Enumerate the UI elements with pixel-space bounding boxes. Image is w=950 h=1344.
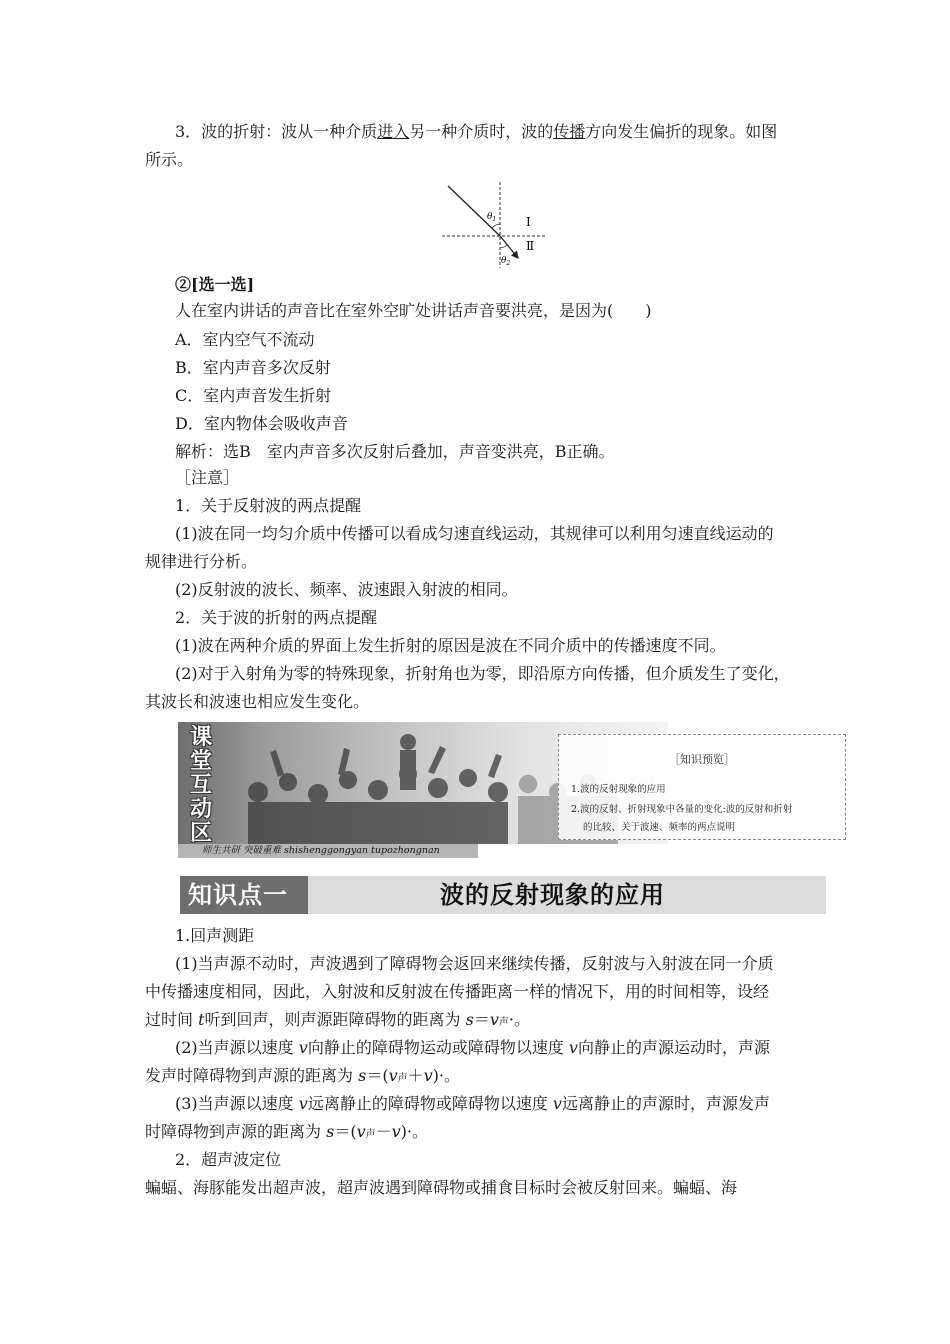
notes-item-2: (2)反射波的波长、频率、波速跟入射波的相同。: [175, 580, 518, 599]
notes-item-4b: 其波长和波速也相应发生变化。: [145, 692, 370, 711]
knowledge-preview-item: 2.波的反射、折射现象中各量的变化:波的反射和折射: [571, 804, 793, 815]
notes-header: ［注意］: [175, 468, 240, 487]
section-tag: 知识点一: [180, 876, 308, 914]
quiz-header: ②[选一选]: [175, 275, 255, 294]
banner-title-char: 课: [189, 725, 212, 750]
refracted-ray: [500, 236, 518, 258]
ultrasonic-heading: 2．超声波定位: [175, 1150, 282, 1169]
quiz-option-a: A．室内空气不流动: [175, 330, 315, 349]
banner-title-char: 互: [189, 773, 212, 798]
classroom-interaction-banner: [178, 722, 846, 858]
notes-item-1b: 规律进行分析。: [145, 552, 258, 571]
echo-ranging-heading: 1.回声测距: [175, 926, 255, 945]
theta2-label: $\theta_2$: [501, 256, 511, 267]
notes-item-3: (1)波在两种介质的界面上发生折射的原因是波在不同介质中的传播速度不同。: [175, 636, 726, 655]
medium-ii-label: Ⅱ: [526, 239, 535, 253]
section-title: 波的反射现象的应用: [440, 881, 665, 909]
echo-ranging-p1-line1: (1)当声源不动时，声波遇到了障碍物会返回来继续传播，反射波与入射波在同一介质: [175, 954, 774, 973]
medium-i-label: Ⅰ: [526, 215, 531, 229]
knowledge-preview-title: ［知识预览］: [669, 753, 735, 766]
notes-item-1a: (1)波在同一均匀介质中传播可以看成匀速直线运动，其规律可以利用匀速直线运动的: [175, 524, 774, 543]
banner-title-char: 堂: [189, 749, 212, 774]
quiz-option-b: B．室内声音多次反射: [175, 358, 331, 377]
echo-ranging-p2-line2: 发声时障碍物到声源的距离为 s＝(v声＋v)·。: [145, 1066, 461, 1085]
notes-heading-1: 1．关于反射波的两点提醒: [175, 496, 362, 515]
quiz-answer: 解析：选B 室内声音多次反射后叠加，声音变洪亮，B正确。: [175, 442, 615, 461]
refraction-definition-line-1: 3．波的折射：波从一种介质进入另一种介质时，波的传播方向发生偏折的现象。如图: [175, 122, 778, 141]
notes-heading-2: 2．关于波的折射的两点提醒: [175, 608, 378, 627]
echo-ranging-p1-line3: 过时间 t听到回声，则声源距障碍物的距离为 s＝v声·。: [145, 1010, 530, 1029]
quiz-option-c: C．室内声音发生折射: [175, 386, 332, 405]
knowledge-preview-item: 的比较、关于波速、频率的两点说明: [583, 822, 736, 833]
refraction-angle-arc: [500, 245, 507, 248]
refraction-definition-line-2: 所示。: [145, 150, 194, 169]
banner-title: [178, 722, 224, 844]
incident-angle-arc: [492, 224, 500, 228]
echo-ranging-p3-line2: 时障碍物到声源的距离为 s＝(v声－v)·。: [145, 1122, 429, 1141]
echo-ranging-p3-line1: (3)当声源以速度 v远离静止的障碍物或障碍物以速度 v远离静止的声源时，声源发声: [175, 1094, 770, 1113]
echo-ranging-p1-line2: 中传播速度相同，因此，入射波和反射波在传播距离一样的情况下，用的时间相等，设经: [145, 982, 770, 1001]
theta1-label: $\theta_1$: [487, 212, 497, 223]
banner-subtitle: 师生共研 突破重难 shishenggongyan tupozhongnan: [202, 845, 440, 856]
section-header: [180, 876, 826, 914]
knowledge-preview-item: 1.波的反射现象的应用: [571, 784, 666, 795]
refraction-diagram: [440, 182, 550, 268]
ultrasonic-p1-line1: 蝙蝠、海豚能发出超声波，超声波遇到障碍物或捕食目标时会被反射回来。蝙蝠、海: [145, 1178, 738, 1197]
banner-title-char: 动: [189, 797, 212, 822]
banner-title-char: 区: [189, 821, 212, 844]
knowledge-preview-box: [558, 734, 846, 840]
echo-ranging-p2-line1: (2)当声源以速度 v向静止的障碍物运动或障碍物以速度 v向静止的声源运动时，声源: [175, 1038, 770, 1057]
notes-item-4a: (2)对于入射角为零的特殊现象，折射角也为零，即沿原方向传播，但介质发生了变化，: [175, 664, 790, 683]
quiz-question: 人在室内讲话的声音比在室外空旷处讲话声音要洪亮，是因为( ): [175, 301, 652, 320]
incident-ray: [448, 186, 500, 236]
quiz-option-d: D．室内物体会吸收声音: [175, 414, 348, 433]
